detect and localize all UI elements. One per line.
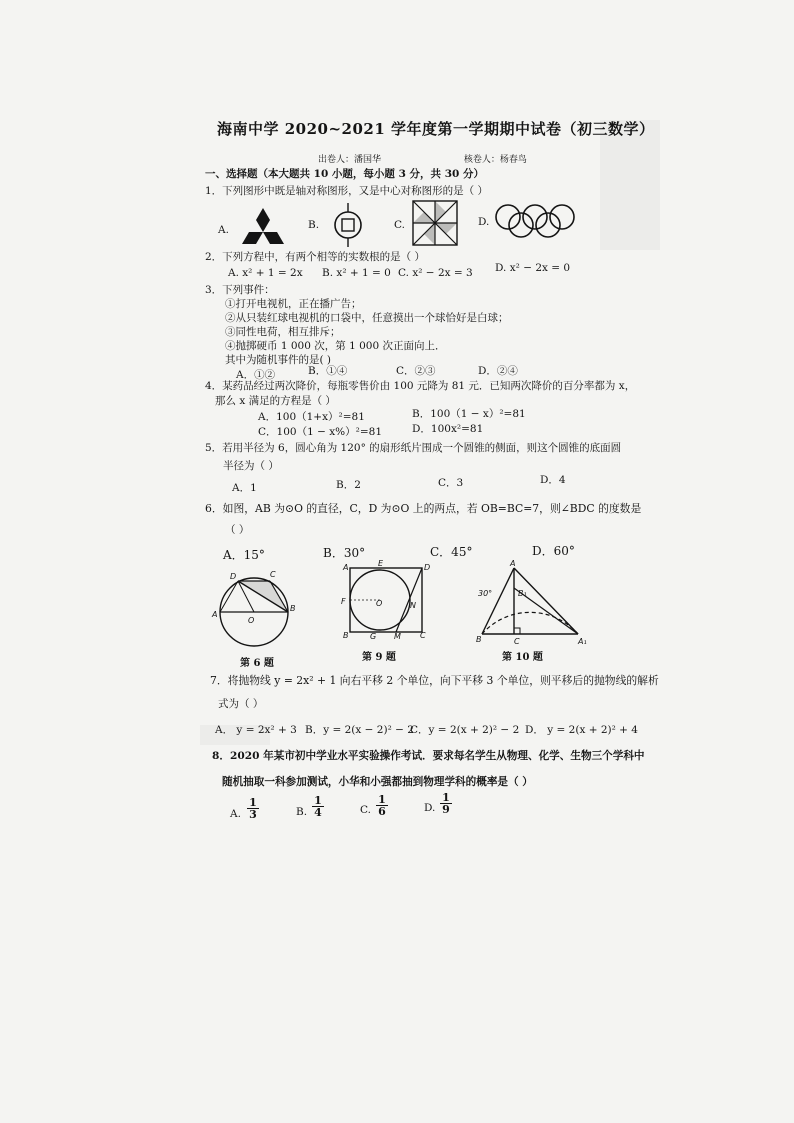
q3-event-2: ②从只装红球电视机的口袋中，任意摸出一个球恰好是白球； xyxy=(225,312,509,324)
q2-option-d: D. x² − 2x = 0 xyxy=(495,262,571,274)
checker-label: 核卷人：杨春鸟 xyxy=(463,155,527,165)
q2-stem: 2．下列方程中，有两个相等的实数根的是（ ） xyxy=(205,251,426,263)
q8-fraction-b-den: 4 xyxy=(314,806,322,819)
q8-option-a: A. xyxy=(230,808,241,820)
q8-stem-2: 随机抽取一科参加测试，小华和小强都抽到物理学科的概率是（ ） xyxy=(222,776,533,788)
mitsubishi-figure-icon xyxy=(240,208,286,250)
author-line xyxy=(318,152,567,165)
pinwheel-figure-icon xyxy=(412,200,458,246)
q8-option-b: B. xyxy=(296,806,308,818)
q8-fraction-c xyxy=(376,794,388,817)
q3-ask: 其中为随机事件的是( ) xyxy=(225,354,332,366)
q7-option-d: D． y = 2(x + 2)² + 4 xyxy=(525,724,638,736)
q4-stem-2: 那么 x 满足的方程是（ ） xyxy=(215,395,336,407)
q7-option-a: A． y = 2x² + 3 xyxy=(215,724,297,736)
q8-fraction-b xyxy=(312,795,324,818)
q4-stem-1: 4．某药品经过两次降价，每瓶零售价由 100 元降为 81 元．已知两次降价的百分率都为 x， xyxy=(205,380,636,392)
page-title: 海南中学 2020~2021 学年度第一学期期中试卷（初三数学） xyxy=(217,120,655,138)
q8-fraction-d xyxy=(440,792,452,815)
q1-option-c: C. xyxy=(394,219,405,231)
q8-fraction-a-num: 1 xyxy=(247,797,259,809)
q4-option-c: C．100（1 − x%）²=81 xyxy=(258,426,382,438)
q1-stem: 1．下列图形中既是轴对称图形，又是中心对称图形的是（ ） xyxy=(205,185,489,197)
fig6-label-a: A xyxy=(212,610,218,619)
q8-fraction-a-den: 3 xyxy=(249,808,257,821)
q1-option-d: D. xyxy=(478,216,490,228)
q6-option-d: D．60° xyxy=(532,544,575,558)
figure-10-caption: 第 10 题 xyxy=(502,652,543,663)
figure-6-caption: 第 6 题 xyxy=(240,658,274,669)
q3-option-c: C．②③ xyxy=(396,365,436,377)
q8-fraction-a xyxy=(247,797,259,820)
figure-9-square-circle-diagram xyxy=(340,559,432,641)
q6-option-c: C．45° xyxy=(430,545,473,559)
fig9-label-o: O xyxy=(376,599,383,608)
section-heading: 一、选择题（本大题共 10 小题，每小题 3 分，共 30 分） xyxy=(205,168,484,180)
q3-event-3: ③同性电荷，相互排斥； xyxy=(225,326,341,338)
q3-option-a: A．①② xyxy=(236,369,276,381)
q1-option-b: B. xyxy=(308,219,320,231)
q3-option-b: B．①④ xyxy=(308,365,348,377)
q6-option-a: A．15° xyxy=(223,548,265,562)
q2-option-a: A. x² + 1 = 2x xyxy=(228,267,303,279)
figure-10-rotation-diagram xyxy=(474,559,594,646)
fig10-label-c: C xyxy=(514,637,520,646)
q1-option-a: A. xyxy=(218,224,229,236)
olympic-rings-figure-icon xyxy=(494,203,576,239)
circle-square-figure-icon xyxy=(326,203,370,247)
figure-6-circle-diagram xyxy=(210,565,302,655)
fig9-label-n: N xyxy=(410,601,416,610)
fig9-label-b: B xyxy=(343,631,349,640)
fig9-label-a: A xyxy=(343,563,349,572)
q3-option-d: D．②④ xyxy=(478,365,518,377)
fig10-label-a: A xyxy=(510,559,516,568)
q5-option-c: C．3 xyxy=(438,477,464,489)
q6-option-b: B．30° xyxy=(323,546,366,560)
q8-fraction-b-num: 1 xyxy=(312,795,324,807)
q5-option-d: D．4 xyxy=(540,474,566,486)
q8-option-c: C. xyxy=(360,804,371,816)
q8-option-d: D. xyxy=(424,802,436,814)
fig10-label-b: B xyxy=(476,635,482,644)
fig6-label-o: O xyxy=(248,616,255,625)
q8-stem-1: 8．2020 年某市初中学业水平实验操作考试．要求每名学生从物理、化学、生物三个学科中 xyxy=(212,750,645,762)
q8-fraction-c-num: 1 xyxy=(376,794,388,806)
q2-option-c: C. x² − 2x = 3 xyxy=(398,267,473,279)
q3-stem: 3．下列事件： xyxy=(205,284,275,296)
fig6-label-c: C xyxy=(270,570,276,579)
q8-fraction-c-den: 6 xyxy=(378,805,386,818)
fig10-label-b1: B₁ xyxy=(518,589,527,598)
q7-option-c: C．y = 2(x + 2)² − 2 xyxy=(410,724,520,736)
q4-option-a: A．100（1+x）²=81 xyxy=(258,411,365,423)
fig9-label-d: D xyxy=(424,563,431,572)
fig9-label-e: E xyxy=(378,559,384,568)
figure-9-caption: 第 9 题 xyxy=(362,652,396,663)
setter-label: 出卷人：潘国华 xyxy=(318,155,382,165)
q6-stem-2: （ ） xyxy=(225,524,250,536)
fig9-label-c: C xyxy=(420,631,426,640)
q4-option-d: D．100x²=81 xyxy=(412,423,484,435)
fig6-label-d: D xyxy=(230,572,237,581)
q7-stem-1: 7．将抛物线 y = 2x² + 1 向右平移 2 个单位，向下平移 3 个单位，则平移后的抛物线的解析 xyxy=(210,674,659,687)
fig10-label-30deg: 30° xyxy=(478,589,493,598)
scan-smudge xyxy=(600,120,660,250)
q2-option-b: B. x² + 1 = 0 xyxy=(322,267,391,279)
fig9-label-f: F xyxy=(341,597,346,606)
fig10-label-a1: A₁ xyxy=(578,637,587,646)
q8-fraction-d-num: 1 xyxy=(440,792,452,804)
q8-fraction-d-den: 9 xyxy=(442,803,450,816)
q3-event-1: ①打开电视机，正在播广告； xyxy=(225,298,362,310)
fig6-label-b: B xyxy=(290,604,296,613)
q5-option-b: B．2 xyxy=(336,479,361,491)
q5-stem-2: 半径为（ ） xyxy=(223,460,279,472)
fig9-label-g: G xyxy=(370,632,377,641)
q3-event-4: ④抛掷硬币 1 000 次，第 1 000 次正面向上． xyxy=(225,340,446,352)
q7-option-b: B．y = 2(x − 2)² − 2 xyxy=(305,724,414,736)
fig9-label-m: M xyxy=(394,632,401,641)
q7-stem-2: 式为（ ） xyxy=(218,698,264,710)
q5-option-a: A．1 xyxy=(232,482,257,494)
q4-option-b: B．100（1 − x）²=81 xyxy=(412,408,526,420)
q6-stem-1: 6．如图，AB 为⊙O 的直径，C，D 为⊙O 上的两点，若 OB=BC=7，则∠BDC 的度数是 xyxy=(205,502,642,515)
q5-stem-1: 5．若用半径为 6，圆心角为 120° 的扇形纸片围成一个圆锥的侧面，则这个圆锥的底面圆 xyxy=(205,442,622,454)
